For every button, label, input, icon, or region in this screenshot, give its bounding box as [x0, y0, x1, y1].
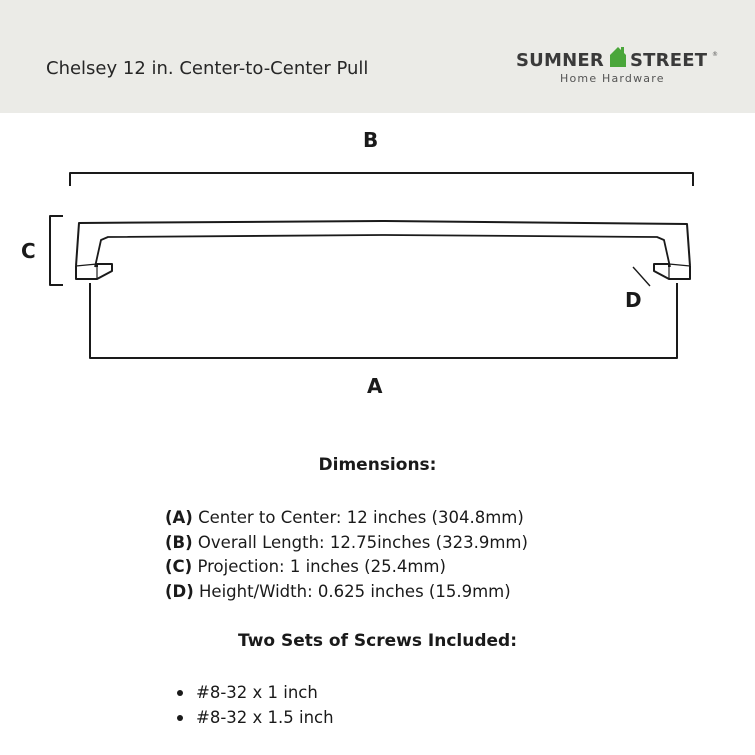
dimension-a-line [90, 283, 677, 358]
pull-dimension-diagram [0, 113, 755, 413]
dimension-row-a [165, 506, 528, 531]
dimension-key: (C) [165, 557, 193, 577]
pull-inner-edge [95, 235, 670, 267]
dimension-text: Projection: 1 inches (25.4mm) [192, 557, 446, 577]
label-c: C [21, 239, 36, 263]
logo-word-street: STREET [630, 50, 708, 71]
label-b: B [363, 128, 379, 152]
logo-subtitle: Home Hardware [560, 72, 665, 85]
dimension-key: (B) [165, 532, 193, 552]
dimension-row-b [165, 531, 528, 556]
brand-logo[interactable] [516, 46, 726, 90]
dimension-c-line [50, 216, 63, 285]
logo-word-sumner: SUMNER [516, 50, 604, 71]
dimension-d-line [633, 267, 650, 286]
dimensions-list [165, 506, 528, 604]
dimension-key: (D) [165, 581, 194, 601]
product-title: Chelsey 12 in. Center-to-Center Pull [46, 58, 369, 79]
dimension-row-c [165, 555, 528, 580]
dimension-text: Center to Center: 12 inches (304.8mm) [192, 508, 524, 527]
pull-top-edge [76, 221, 690, 266]
dimension-key: (A) [165, 508, 193, 527]
screws-list [177, 681, 334, 730]
dimension-text: Overall Length: 12.75inches (323.9mm) [192, 532, 528, 552]
dimension-row-d [165, 580, 528, 605]
header-banner [0, 0, 755, 113]
dimension-text: Height/Width: 0.625 inches (15.9mm) [193, 581, 511, 601]
pull-left-foot [76, 264, 112, 279]
logo-registered-mark: ® [712, 51, 718, 58]
dimensions-heading: Dimensions: [318, 455, 437, 475]
house-icon [609, 46, 627, 68]
list-item: #8-32 x 1 inch [177, 681, 334, 706]
label-a: A [367, 374, 383, 398]
pull-drawing [0, 113, 755, 413]
list-item: #8-32 x 1.5 inch [177, 706, 334, 731]
label-d: D [625, 288, 642, 312]
dimension-b-line [70, 173, 693, 186]
pull-right-foot [654, 264, 690, 279]
screws-heading: Two Sets of Screws Included: [237, 631, 518, 651]
